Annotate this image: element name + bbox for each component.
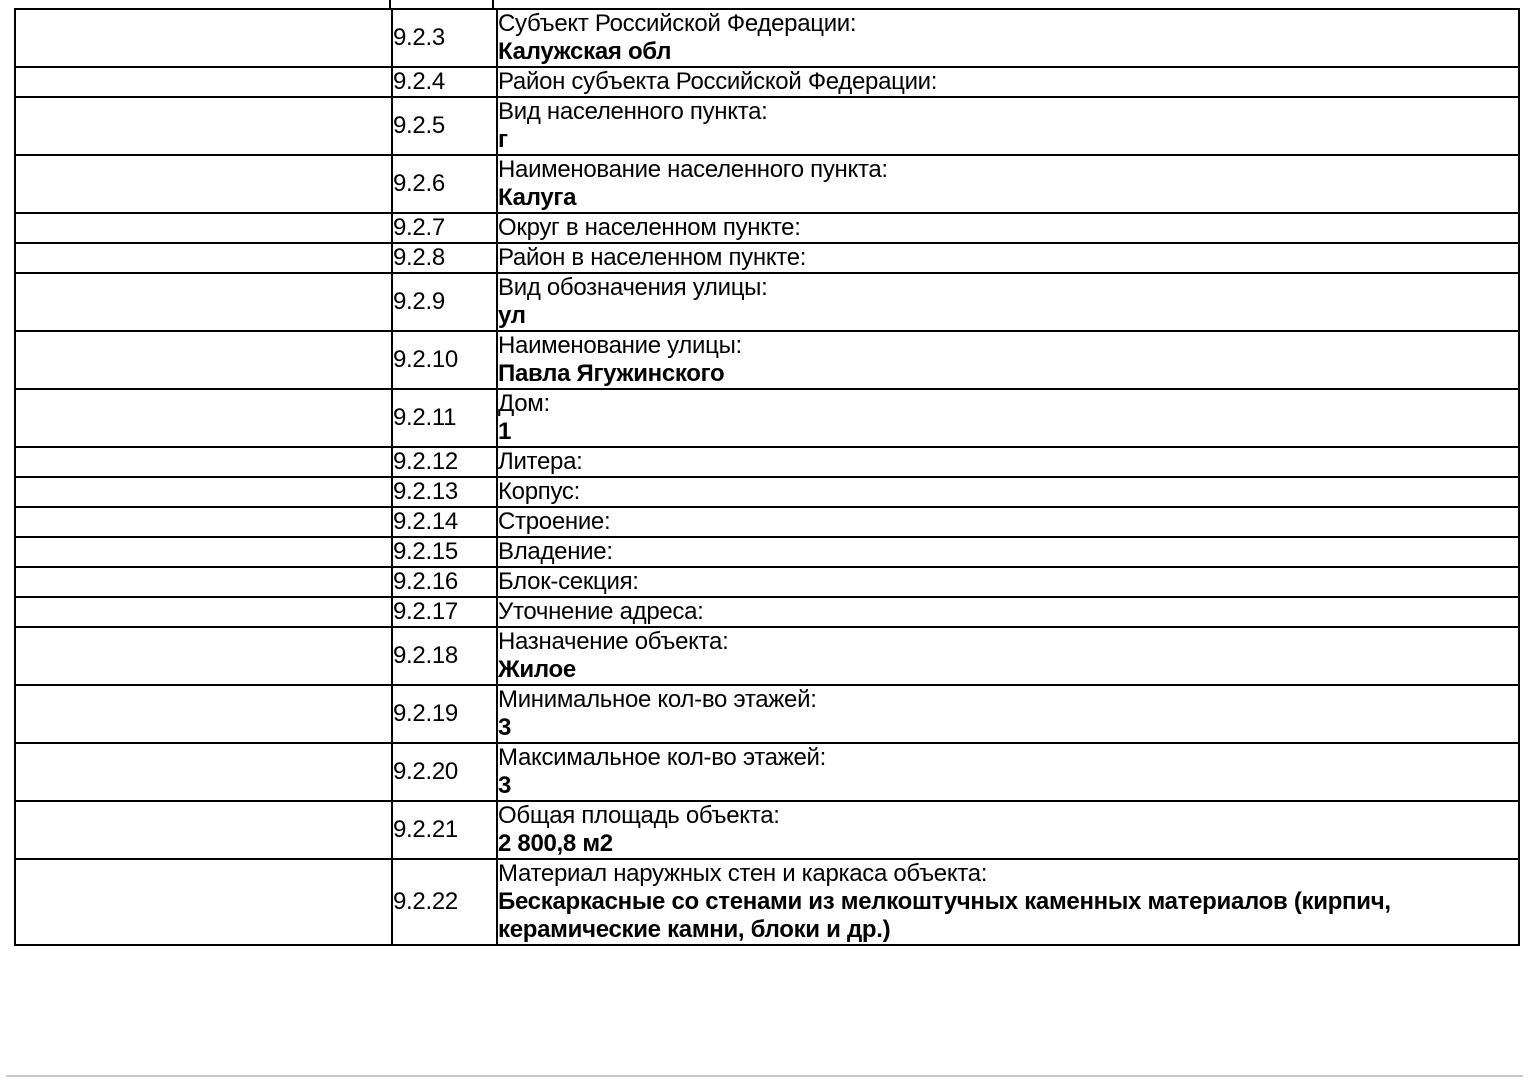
- table-row: [15, 859, 1519, 945]
- table-row: [15, 477, 1519, 507]
- item-content-cell: [497, 685, 1519, 743]
- item-number: 9.2.6: [393, 170, 445, 197]
- field-label: Материал наружных стен и каркаса объекта:: [498, 860, 988, 887]
- table-row: [15, 9, 1519, 67]
- table-row: [15, 331, 1519, 389]
- declaration-table: [14, 8, 1520, 946]
- empty-cell: [15, 743, 392, 801]
- empty-cell: [15, 155, 392, 213]
- field-value: Жилое: [498, 656, 576, 683]
- item-number-cell: [392, 213, 497, 243]
- item-number: 9.2.18: [393, 642, 458, 669]
- item-number: 9.2.20: [393, 758, 458, 785]
- field-value: 2 800,8 м2: [498, 830, 613, 857]
- item-number-cell: [392, 597, 497, 627]
- field-value: 1: [498, 418, 512, 445]
- item-number-cell: [392, 477, 497, 507]
- empty-cell: [15, 9, 392, 67]
- item-number-cell: [392, 567, 497, 597]
- field-label: Субъект Российской Федерации:: [498, 10, 857, 37]
- empty-cell: [15, 627, 392, 685]
- item-content-cell: [497, 67, 1519, 97]
- empty-cell: [15, 859, 392, 945]
- field-label: Район субъекта Российской Федерации:: [498, 68, 938, 95]
- field-label: Вид обозначения улицы:: [498, 274, 768, 301]
- item-number: 9.2.4: [393, 68, 445, 95]
- item-number: 9.2.12: [393, 448, 458, 475]
- field-value: ул: [498, 302, 526, 329]
- table-row: [15, 537, 1519, 567]
- declaration-table-body: [15, 9, 1519, 945]
- empty-cell: [15, 507, 392, 537]
- empty-cell: [15, 243, 392, 273]
- item-content-cell: [497, 447, 1519, 477]
- empty-cell: [15, 477, 392, 507]
- item-content-cell: [497, 331, 1519, 389]
- field-label: Наименование населенного пункта:: [498, 156, 888, 183]
- item-number-cell: [392, 627, 497, 685]
- item-content-cell: [497, 97, 1519, 155]
- table-row: [15, 507, 1519, 537]
- field-value: Бескаркасные со стенами из мелкоштучных каменных материалов (кирпич, керамические камни, блоки и др.): [498, 888, 1391, 943]
- field-label: Район в населенном пункте:: [498, 244, 807, 271]
- field-label: Владение:: [498, 538, 613, 565]
- field-label: Назначение объекта:: [498, 628, 729, 655]
- table-row: [15, 155, 1519, 213]
- item-number-cell: [392, 273, 497, 331]
- item-number-cell: [392, 507, 497, 537]
- item-number-cell: [392, 447, 497, 477]
- table-row: [15, 743, 1519, 801]
- item-content-cell: [497, 627, 1519, 685]
- empty-cell: [15, 67, 392, 97]
- field-label: Уточнение адреса:: [498, 598, 704, 625]
- item-number: 9.2.15: [393, 538, 458, 565]
- empty-cell: [15, 685, 392, 743]
- table-row: [15, 243, 1519, 273]
- table-row: [15, 801, 1519, 859]
- empty-cell: [15, 273, 392, 331]
- item-number-cell: [392, 155, 497, 213]
- item-number: 9.2.21: [393, 816, 458, 843]
- item-content-cell: [497, 477, 1519, 507]
- field-label: Корпус:: [498, 478, 580, 505]
- empty-cell: [15, 213, 392, 243]
- item-content-cell: [497, 537, 1519, 567]
- field-value: Калужская обл: [498, 38, 672, 65]
- page-bottom-divider: [6, 1075, 1523, 1077]
- field-value: 3: [498, 714, 512, 741]
- item-content-cell: [497, 155, 1519, 213]
- field-label: Блок-секция:: [498, 568, 639, 595]
- item-number-cell: [392, 331, 497, 389]
- item-number-cell: [392, 389, 497, 447]
- item-number-cell: [392, 97, 497, 155]
- item-number: 9.2.11: [393, 404, 457, 431]
- item-number: 9.2.9: [393, 288, 445, 315]
- table-row: [15, 97, 1519, 155]
- table-row: [15, 389, 1519, 447]
- empty-cell: [15, 331, 392, 389]
- empty-cell: [15, 389, 392, 447]
- item-content-cell: [497, 597, 1519, 627]
- item-number-cell: [392, 67, 497, 97]
- item-number: 9.2.8: [393, 244, 445, 271]
- item-number-cell: [392, 537, 497, 567]
- item-content-cell: [497, 273, 1519, 331]
- field-value: Павла Ягужинского: [498, 360, 725, 387]
- item-number: 9.2.17: [393, 598, 458, 625]
- item-number: 9.2.19: [393, 700, 458, 727]
- item-content-cell: [497, 507, 1519, 537]
- item-content-cell: [497, 9, 1519, 67]
- table-row: [15, 597, 1519, 627]
- table-row: [15, 627, 1519, 685]
- empty-cell: [15, 567, 392, 597]
- item-content-cell: [497, 859, 1519, 945]
- item-number: 9.2.7: [393, 214, 445, 241]
- empty-cell: [15, 801, 392, 859]
- field-label: Литера:: [498, 448, 583, 475]
- item-number: 9.2.10: [393, 346, 458, 373]
- item-content-cell: [497, 389, 1519, 447]
- empty-cell: [15, 447, 392, 477]
- item-content-cell: [497, 213, 1519, 243]
- item-number: 9.2.16: [393, 568, 458, 595]
- item-number-cell: [392, 243, 497, 273]
- field-value: г: [498, 126, 508, 153]
- empty-cell: [15, 97, 392, 155]
- item-number: 9.2.3: [393, 24, 445, 51]
- field-label: Округ в населенном пункте:: [498, 214, 801, 241]
- item-content-cell: [497, 743, 1519, 801]
- field-value: Калуга: [498, 184, 577, 211]
- item-number: 9.2.14: [393, 508, 458, 535]
- item-number-cell: [392, 859, 497, 945]
- table-row: [15, 273, 1519, 331]
- item-number: 9.2.13: [393, 478, 458, 505]
- table-row: [15, 67, 1519, 97]
- item-number: 9.2.5: [393, 112, 445, 139]
- item-content-cell: [497, 567, 1519, 597]
- field-label: Максимальное кол-во этажей:: [498, 744, 827, 771]
- field-label: Вид населенного пункта:: [498, 98, 768, 125]
- item-content-cell: [497, 801, 1519, 859]
- table-row: [15, 447, 1519, 477]
- table-row: [15, 213, 1519, 243]
- field-value: 3: [498, 772, 512, 799]
- empty-cell: [15, 537, 392, 567]
- field-label: Минимальное кол-во этажей:: [498, 686, 817, 713]
- table-row: [15, 567, 1519, 597]
- table-row: [15, 685, 1519, 743]
- item-number-cell: [392, 801, 497, 859]
- empty-cell: [15, 597, 392, 627]
- item-number-cell: [392, 743, 497, 801]
- item-number: 9.2.22: [393, 888, 458, 915]
- item-number-cell: [392, 685, 497, 743]
- item-content-cell: [497, 243, 1519, 273]
- field-label: Строение:: [498, 508, 611, 535]
- item-number-cell: [392, 9, 497, 67]
- field-label: Дом:: [498, 390, 550, 417]
- field-label: Общая площадь объекта:: [498, 802, 780, 829]
- field-label: Наименование улицы:: [498, 332, 742, 359]
